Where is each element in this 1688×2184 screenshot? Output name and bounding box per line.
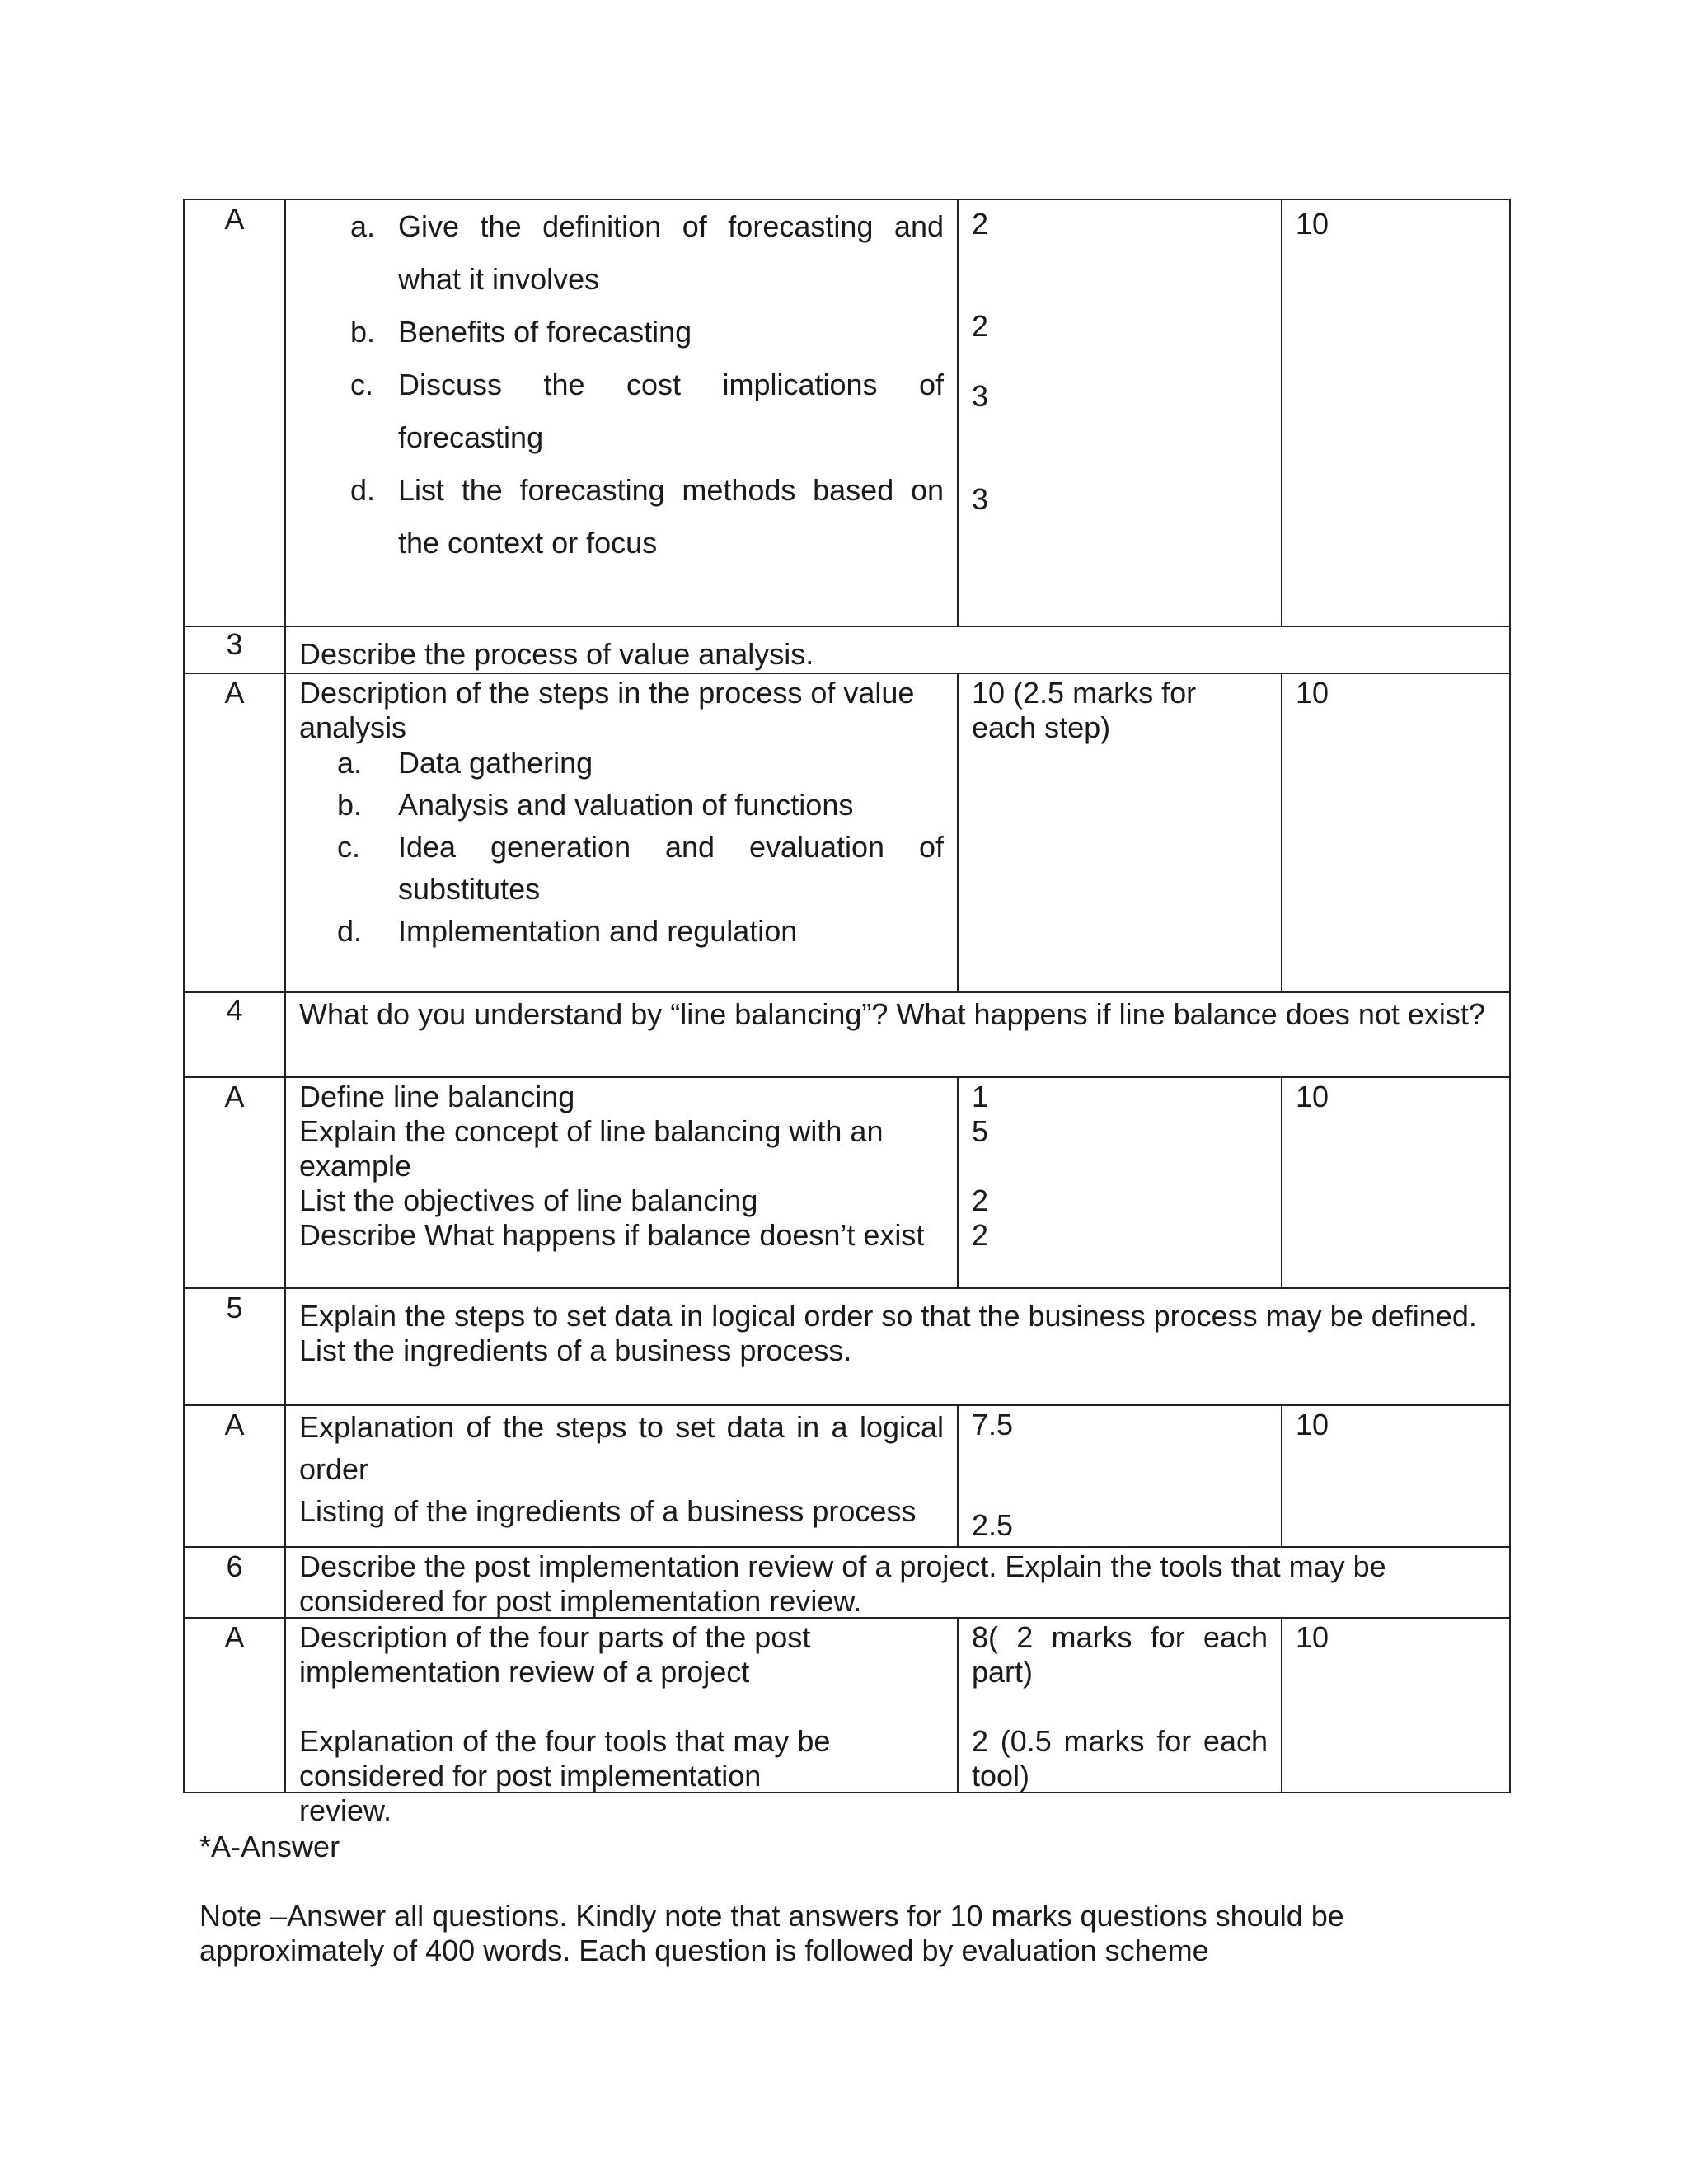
marks-value: 2 bbox=[972, 309, 989, 343]
row-label: A bbox=[185, 1078, 286, 1287]
instructions-note: Note –Answer all questions. Kindly note that answers for 10 marks questions should be approximately of 400 words. Each question is followed by evaluation scheme bbox=[199, 1899, 1344, 1967]
list-item: b. Analysis and valuation of functions bbox=[337, 788, 854, 822]
marks-value: 1 bbox=[972, 1080, 989, 1113]
question-text: What do you understand by “line balancing”? What happens if line balance does not exist? bbox=[299, 997, 1485, 1031]
table-row bbox=[185, 673, 1509, 991]
question-number: 4 bbox=[185, 993, 286, 1076]
list-item: d. Implementation and regulation bbox=[337, 914, 798, 948]
answer-line: Define line balancing bbox=[299, 1080, 575, 1113]
marks-value: 3 bbox=[972, 379, 989, 413]
marks-value: 2 bbox=[972, 207, 989, 241]
answer-line: Explanation of the steps to set data in a logical order bbox=[299, 1410, 944, 1486]
answer-list bbox=[299, 742, 944, 952]
marks-cell: 10 (2.5 marks for each step) bbox=[959, 674, 1282, 991]
total-marks-cell: 10 bbox=[1296, 1620, 1329, 1654]
marks-cell bbox=[959, 1406, 1282, 1546]
marks-value: 8( 2 marks for each part) bbox=[972, 1620, 1268, 1689]
answer-line: Describe What happens if balance doesn’t exist bbox=[299, 1218, 925, 1252]
marks-value: 3 bbox=[972, 482, 989, 516]
list-item: c. Idea generation and evaluation of substitutes bbox=[337, 830, 944, 906]
table-row bbox=[185, 1546, 1509, 1617]
table-row bbox=[185, 626, 1509, 673]
answer-cell bbox=[286, 1619, 959, 1827]
total-marks-cell: 10 bbox=[1296, 1080, 1329, 1113]
answer-cell bbox=[286, 1078, 959, 1287]
table-row bbox=[185, 991, 1509, 1076]
marks-value: 2 bbox=[972, 1218, 989, 1252]
marks-cell bbox=[959, 1078, 1282, 1287]
row-label: A bbox=[185, 674, 286, 991]
answer-intro: Description of the steps in the process of value analysis bbox=[299, 676, 915, 744]
answer-line: Listing of the ingredients of a business process bbox=[299, 1494, 917, 1528]
question-number: 5 bbox=[185, 1289, 286, 1404]
answer-cell bbox=[286, 200, 959, 626]
evaluation-scheme-table bbox=[183, 199, 1511, 1827]
answer-line: Explanation of the four tools that may be considered for post implementation review. bbox=[299, 1724, 831, 1827]
marks-cell bbox=[959, 1619, 1282, 1792]
answer-list bbox=[299, 200, 944, 569]
total-marks-cell: 10 bbox=[1296, 676, 1329, 710]
marks-value: 2 (0.5 marks for each tool) bbox=[972, 1724, 1268, 1793]
answer-line: Description of the four parts of the post implementation review of a project bbox=[299, 1620, 811, 1689]
answer-cell bbox=[286, 1406, 959, 1546]
marks-value: 2 bbox=[972, 1183, 989, 1217]
table-row bbox=[185, 1404, 1509, 1546]
list-item: a. Data gathering bbox=[337, 746, 593, 780]
question-number: 6 bbox=[185, 1548, 286, 1617]
total-marks-cell: 10 bbox=[1296, 1408, 1329, 1441]
list-item: b. Benefits of forecasting bbox=[350, 315, 692, 349]
row-label: A bbox=[185, 1619, 286, 1792]
table-row bbox=[185, 1076, 1509, 1287]
question-text: Describe the process of value analysis. bbox=[299, 637, 814, 671]
row-label: A bbox=[185, 200, 286, 626]
marks-value: 2.5 bbox=[972, 1508, 1014, 1542]
question-text: Describe the post implementation review of a project. Explain the tools that may be considered for post implementation review. bbox=[299, 1549, 1386, 1618]
list-item: d. List the forecasting methods based on the context or focus bbox=[350, 473, 944, 560]
marks-value: 5 bbox=[972, 1114, 989, 1148]
answer-line: List the objectives of line balancing bbox=[299, 1183, 758, 1217]
table-row bbox=[185, 1617, 1509, 1827]
answer-line: Explain the concept of line balancing with an example bbox=[299, 1114, 884, 1183]
footnote: *A-Answer bbox=[199, 1830, 340, 1863]
marks-cell bbox=[959, 200, 1282, 626]
total-marks-cell: 10 bbox=[1296, 207, 1329, 241]
list-item: c. Discuss the cost implications of forecasting bbox=[350, 368, 944, 454]
table-row bbox=[185, 200, 1509, 626]
row-label: A bbox=[185, 1406, 286, 1546]
question-number: 3 bbox=[185, 627, 286, 673]
table-row bbox=[185, 1287, 1509, 1404]
list-item: a. Give the definition of forecasting and what it involves bbox=[350, 209, 944, 296]
question-text: Explain the steps to set data in logical order so that the business process may be defined. List the ingredients of a business process. bbox=[299, 1299, 1477, 1367]
marks-value: 7.5 bbox=[972, 1408, 1014, 1441]
answer-cell bbox=[286, 674, 959, 991]
